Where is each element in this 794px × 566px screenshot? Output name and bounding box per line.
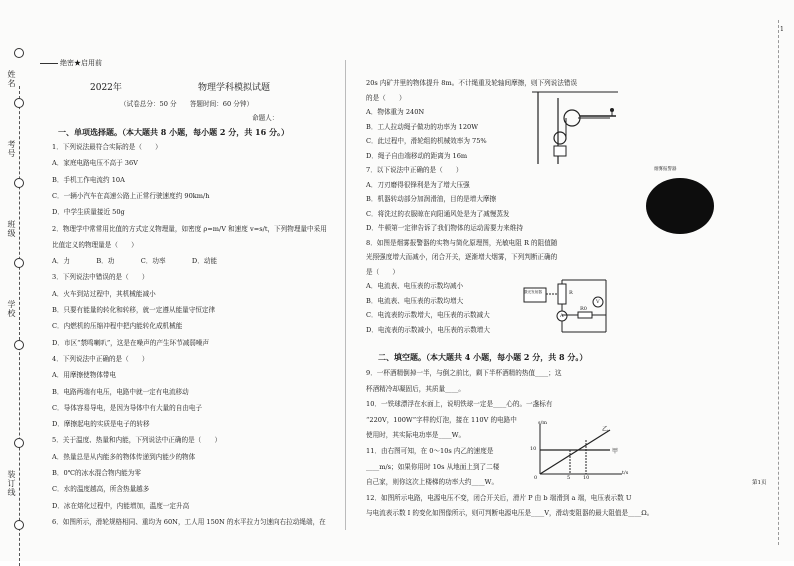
question-line: 自己家，则你这次上楼梯的功率大约____W。 [366,478,499,487]
secret-mark-text: 绝密★启用前 [60,59,102,67]
chart-label-yi: 乙 [602,426,609,433]
question-line: D．摩擦起电的实质是电子的转移 [52,420,150,429]
question-line: 5．关于温度、热量和内能，下列说法中正确的是（ ） [52,436,222,445]
question-line: ____m/s；如果你用时 10s 从地面上到了二楼 [366,462,500,471]
year: 2022年 [90,83,122,93]
margin-label: 考号 [7,140,16,158]
left-column [52,144,342,534]
chart-tick: 10 [583,475,590,481]
binding-hole [14,340,24,350]
question-line: 10．一铁球漂浮在水面上，说明铁球一定是____心的。一盏标有 [366,400,553,409]
question-line: C．一辆小汽车在高速公路上正常行驶速度约 90km/h [52,191,210,200]
question-line: 使用时，其实际电功率是____W。 [366,431,466,440]
question-line: 8．如图是烟雾报警器的实物与简化原理图，光敏电阻 R 的阻值随 [366,238,558,247]
margin-label: 姓名 [7,70,16,88]
smoke-alarm-photo [646,178,714,234]
question-line: 7．以下说法中正确的是（ ） [366,166,463,174]
question-line: 11．由右图可知，在 0～10s 内乙的速度是 [366,447,494,455]
binding-margin [0,40,34,540]
binding-hole [14,98,24,108]
binding-hole [14,178,24,188]
question-line: 是（ ） [366,267,399,276]
smoke-part-label: 激光发射器 [524,290,542,294]
margin-label: 学校 [7,300,16,318]
chart-tick: 5 [567,475,571,481]
question-line: D．冰在熔化过程中，内能增加，温度一定升高 [52,501,190,510]
question-line: 2．物理学中常常用比值的方式定义物理量，如密度 ρ=m/V 和速度 v=s/t，下列物理量中采用 [52,224,327,233]
circuit-label-r0: R0 [580,306,587,312]
question-line: C．导体容易导电，是因为导体中有大量的自由电子 [52,403,203,412]
series-yi [540,430,610,474]
question-line: 的是（ ） [366,93,406,102]
circuit-label-a: A [560,313,564,319]
exam-title: 物理学科模拟试题 [198,83,271,93]
chart-label-jia: 甲 [612,448,619,455]
question-line: C．内燃机的压缩冲程中把内能转化成机械能 [52,322,183,331]
question-line: C．此过程中，滑轮组的机械效率为 75% [366,137,487,145]
chart-tick: 0 [534,475,538,481]
question-line: C．水的温度越高，所含热量越多 [52,485,150,494]
question-line: 3．下列说法中错误的是（ ） [52,273,149,282]
question-line: B．0℃的冰水混合物内能为零 [52,469,141,477]
question-line: 杯酒精冷却凝固后，其质量____。 [366,384,465,393]
question-line: A．物体重为 240N [366,108,425,116]
chart-tick: 10 [530,446,537,452]
question-line: D．电流表的示数减小，电压表的示数增大 [366,325,490,334]
question-line: B．手机工作电流约 10A [52,175,125,184]
pulley-figure [530,88,622,166]
question-line: 光照强度增大而减小，闭合开关，逐渐增大烟雾，下列判断正确的 [366,253,558,261]
question-line: D．市区“禁鸣喇叭”，这是在噪声的产生环节减弱噪声 [52,338,210,347]
circuit-figure [522,276,612,336]
secret-mark [40,58,102,68]
binding-hole [14,48,24,58]
question-line: C．电流表的示数增大，电压表的示数减大 [366,311,490,319]
question-line: B．电路两端有电压，电路中就一定有电流移动 [52,387,189,396]
question-line: A．刀刃磨得很锋利是为了增大压强 [366,180,470,189]
chart-x-label: t/s [622,470,629,476]
question-line: D．中学生质量接近 50g [52,208,125,217]
section2-title: 二、填空题。（本大题共 4 小题，每小题 2 分，共 8 分。） [378,352,588,362]
binding-line [19,86,20,566]
column-divider [345,60,346,530]
question-line: 比值定义的物理量是（ ） [52,240,138,249]
margin-label: 班级 [7,220,16,238]
question-line: A．家庭电路电压不高于 36V [52,159,138,168]
question-line: C．将洗过的衣服晾在向阳通风处是为了减慢蒸发 [366,209,510,218]
circuit-label-v: V [596,299,600,305]
question-line: 4．下列说法中正确的是（ ） [52,354,149,363]
question-line: D．牛顿第一定律告诉了我们物体的运动需要力来维持 [366,224,523,232]
circuit-label-r: R [569,290,573,296]
binding-hole [14,258,24,268]
question-line: 6．如图所示，滑轮规格相同、重均为 60N，工人用 150N 的水平拉力匀速向右拉动绳端，在 [52,517,326,526]
margin-label: 装订线 [7,470,16,497]
setter: 命题人： [252,114,279,122]
question-line: D．绳子自由端移动的距离为 16m [366,151,468,160]
question-line: “220V，100W”字样的灯泡，接在 110V 的电路中 [366,415,517,424]
chart-y-label: s/m [538,420,547,426]
corner-mark: 1 [780,26,784,33]
binding-hole [14,520,24,530]
right-edge-line [778,20,785,545]
question-line: 9．一杯酒精倒掉一半，与倒之前比，剩下半杯酒精的热值____；这 [366,369,562,377]
score-info: （试卷总分：50 分 答题时间：60 分钟） [120,100,254,108]
question-line: 1．下列说法最符合实际的是（ ） [52,143,162,151]
question-line: 12．如图所示电路，电源电压不变，闭合开关后，滑片 P 由 b 端滑到 a 端，电压表示数 U [366,493,632,502]
binding-hole [14,438,24,448]
question-line: A．用摩擦使物体带电 [52,371,117,380]
page-number: 第1页 [752,480,767,486]
question-line: A．力 B．功 C．功率 D．动能 [52,257,218,266]
question-line: B．电流表、电压表的示数均增大 [366,296,464,305]
question-line: A．电流表、电压表的示数均减小 [366,282,464,290]
question-line: 20s 内矿井里的物体提升 8m。不计绳重及轮轴间摩擦，则下列说法错误 [366,79,578,87]
section1-title: 一、单项选择题。（本大题共 8 小题，每小题 2 分，共 16 分。） [58,127,289,137]
question-line: A．火车到站过程中，其机械能减小 [52,289,156,298]
question-line: B．只要有能量的转化和转移，就一定遵从能量守恒定律 [52,306,216,314]
question-line: B．机器转动部分加润滑油，目的是增大摩擦 [366,195,497,203]
question-line: 与电流表示数 I 的变化如图像所示，则可判断电源电压是____V，滑动变阻器的最大阻值是____Ω。 [366,509,654,518]
question-line: A．热量总是从内能多的物体传递到内能少的物体 [52,452,196,461]
smoke-alarm-label: 烟雾报警器 [654,167,677,172]
question-line: B．工人拉动绳子做功的功率为 120W [366,122,479,131]
